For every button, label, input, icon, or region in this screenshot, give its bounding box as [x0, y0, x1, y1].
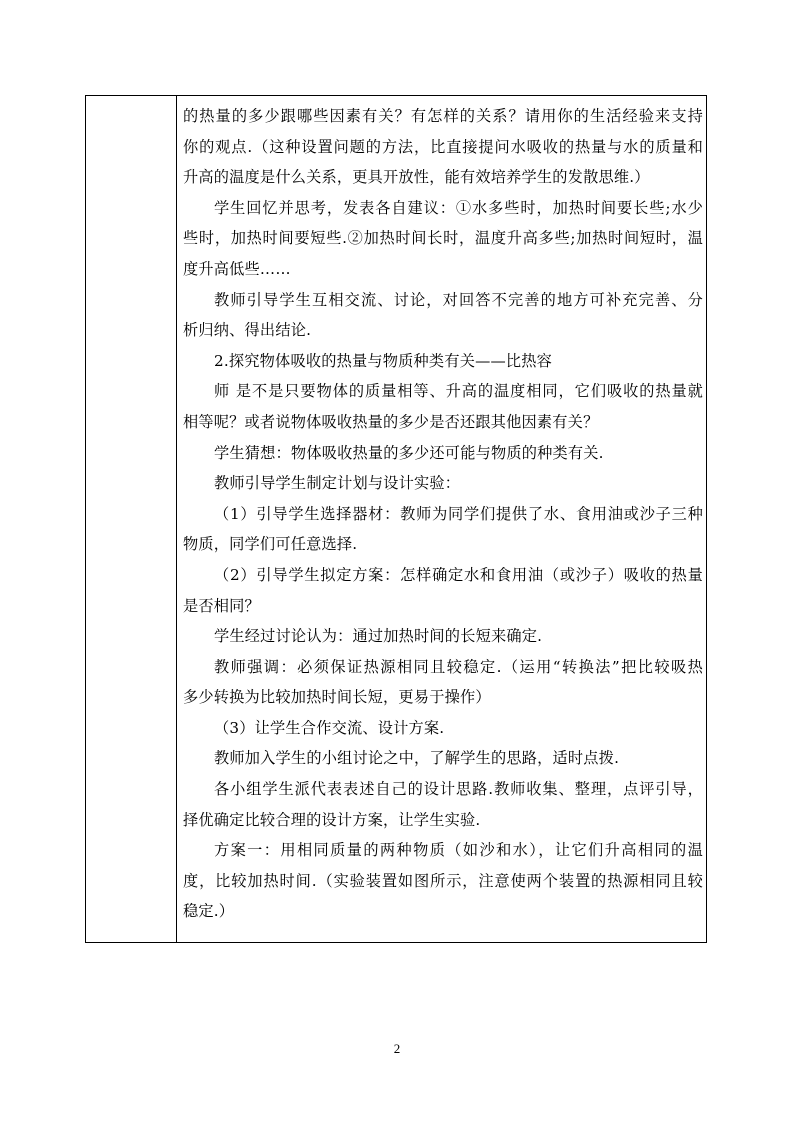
text-line: （1）引导学生选择器材：教师为同学们提供了水、食用油或沙子三种	[214, 504, 703, 523]
text-line: 你的观点.（这种设置问题的方法，比直接提问水吸收的热量与水的质量和	[183, 137, 703, 156]
text-line: 师 是不是只要物体的质量相等、升高的温度相同，它们吸收的热量就	[214, 382, 703, 401]
text-line: 方案一：用相同质量的两种物质（如沙和水），让它们升高相同的温	[214, 841, 703, 860]
text-line: 教师加入学生的小组讨论之中，了解学生的思路，适时点拨.	[214, 749, 620, 768]
page-number: 2	[393, 1041, 401, 1056]
text-line: 的热量的多少跟哪些因素有关？有怎样的关系？请用你的生活经验来支持	[183, 107, 703, 125]
text-line: 学生猜想：物体吸收热量的多少还可能与物质的种类有关.	[214, 443, 604, 462]
text-line: 各小组学生派代表表述自己的设计思路.教师收集、整理，点评引导，	[214, 780, 703, 799]
text-line: 度，比较加热时间.（实验装置如图所示，注意使两个装置的热源相同且较	[183, 871, 703, 890]
text-line: 学生经过讨论认为：通过加热时间的长短来确定.	[214, 627, 543, 646]
text-line: （3）让学生合作交流、设计方案.	[214, 718, 445, 737]
text-line: 析归纳、得出结论.	[183, 321, 312, 340]
lesson-table	[85, 95, 707, 943]
text-line: 教师引导学生互相交流、讨论，对回答不完善的地方可补充完善、分	[214, 290, 703, 309]
text-line: 稳定.）	[183, 902, 235, 921]
left-column-cell	[86, 96, 177, 942]
section-heading: 2.探究物体吸收的热量与物质种类有关——比热容	[214, 351, 553, 370]
text-line: 教师强调：必须保证热源相同且较稳定.（运用“转换法”把比较吸热	[214, 657, 703, 676]
text-line: 物质，同学们可任意选择.	[183, 535, 358, 554]
text-line: 学生回忆并思考，发表各自建议：①水多些时，加热时间要长些;水少	[214, 198, 703, 217]
text-line: （2）引导学生拟定方案：怎样确定水和食用油（或沙子）吸收的热量	[214, 565, 703, 584]
text-line: 些时，加热时间要短些.②加热时间长时，温度升高多些;加热时间短时，温	[183, 229, 703, 248]
content-cell	[183, 101, 703, 927]
text-line: 升高的温度是什么关系，更具开放性，能有效培养学生的发散思维.）	[183, 168, 650, 187]
text-line: 度升高低些……	[183, 259, 291, 278]
text-line: 择优确定比较合理的设计方案，让学生实验.	[183, 810, 481, 829]
text-line: 相等呢？或者说物体吸收热量的多少是否还跟其他因素有关？	[183, 412, 599, 431]
text-line: 多少转换为比较加热时间长短，更易于操作）	[183, 688, 491, 707]
text-line: 是否相同？	[183, 596, 260, 615]
text-line: 教师引导学生制定计划与设计实验：	[214, 474, 461, 493]
